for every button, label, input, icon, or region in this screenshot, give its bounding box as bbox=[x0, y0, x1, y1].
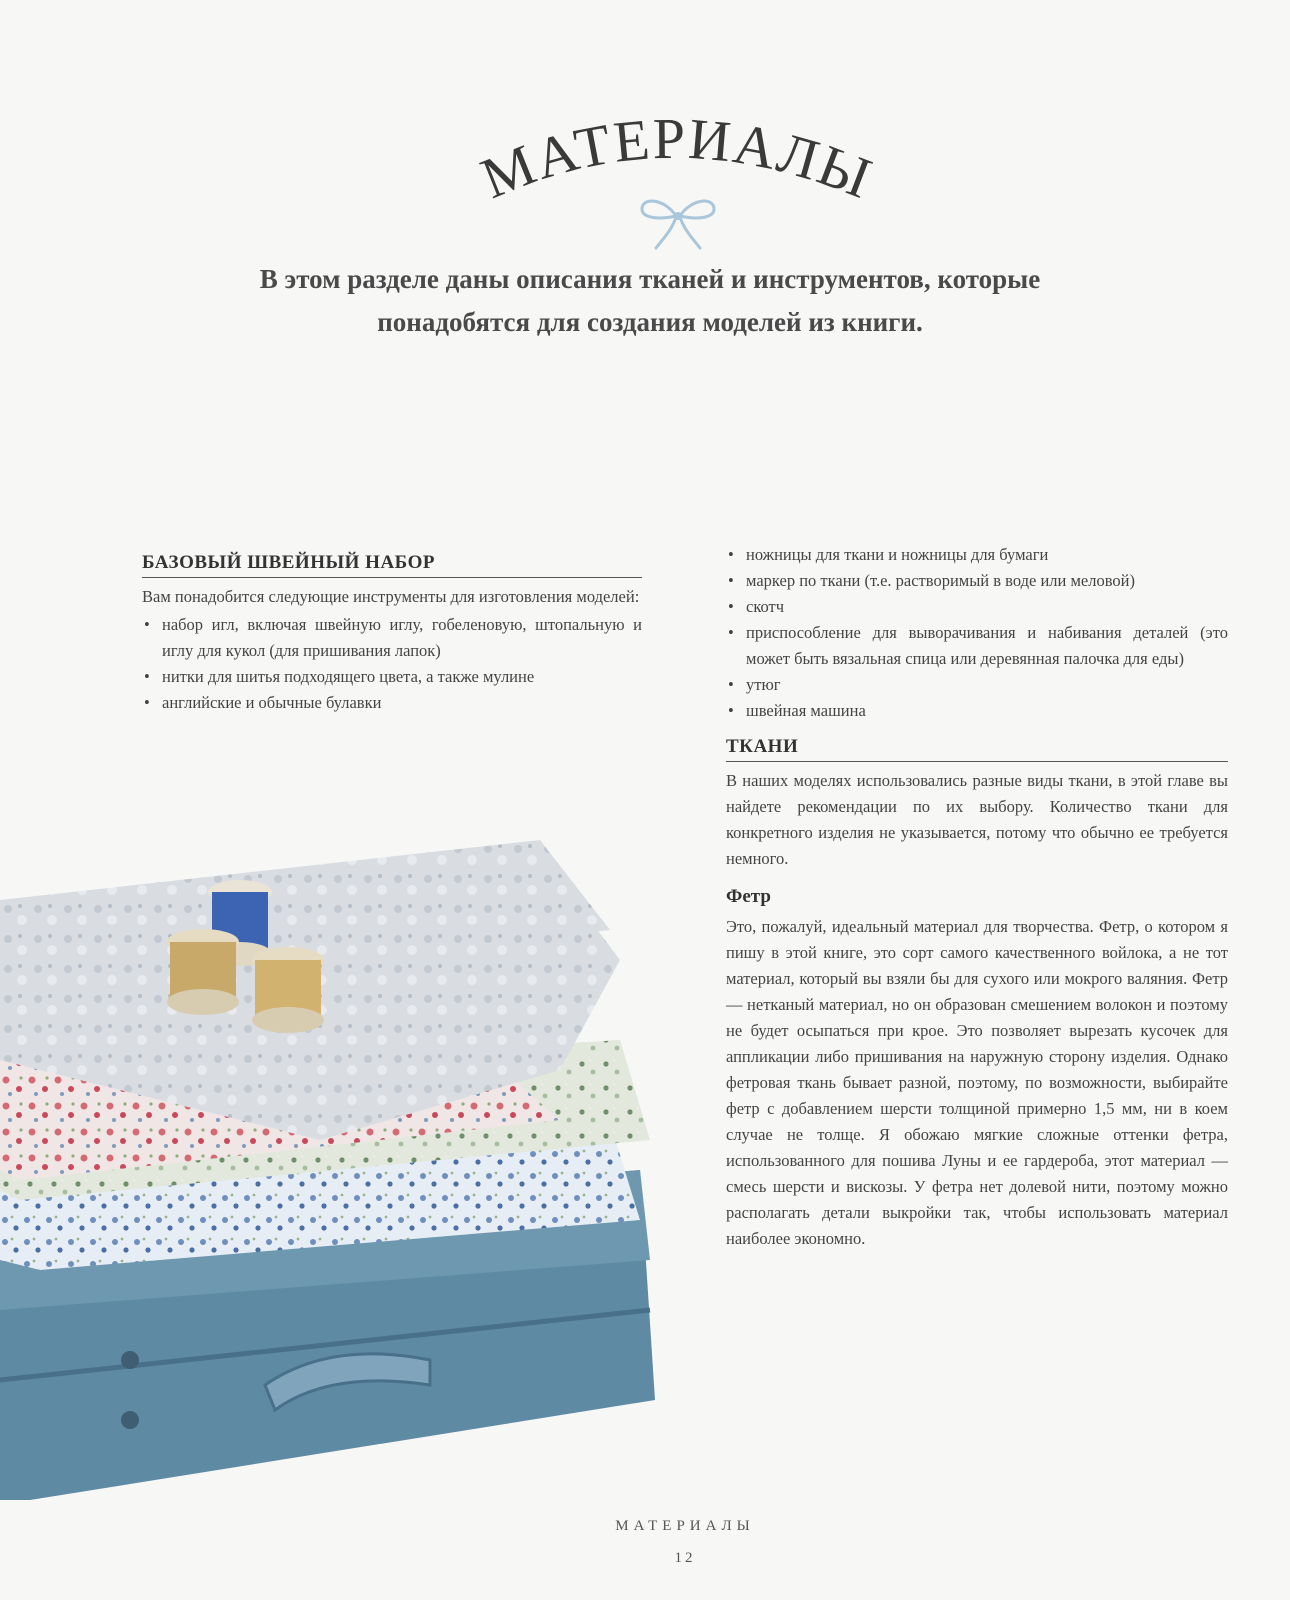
basic-kit-intro: Вам понадобится следующие инструменты для изготовления моделей: bbox=[142, 587, 640, 606]
basic-kit-list bbox=[142, 612, 642, 716]
felt-heading: Фетр bbox=[726, 886, 771, 907]
fabrics-heading: ТКАНИ bbox=[726, 734, 1228, 762]
basic-kit-section bbox=[142, 550, 642, 716]
page-title-text: МАТЕРИАЛЫ bbox=[472, 108, 882, 212]
list-item: • скотч bbox=[726, 594, 1228, 620]
list-item: • приспособление для выворачивания и набивания деталей (это может быть вязальная спица или деревянная палочка для еды) bbox=[726, 620, 1228, 672]
list-item: • маркер по ткани (т.е. растворимый в воде или меловой) bbox=[726, 568, 1228, 594]
list-item: • ножницы для ткани и ножницы для бумаги bbox=[726, 542, 1228, 568]
right-column bbox=[726, 545, 1228, 1252]
page-number: 12 bbox=[674, 1550, 696, 1566]
list-item: • утюг bbox=[726, 672, 1228, 698]
list-item: • швейная машина bbox=[726, 698, 1228, 724]
intro-line-2: понадобятся для создания моделей из книги. bbox=[377, 307, 923, 337]
intro-line-1: В этом разделе даны описания тканей и инструментов, которые bbox=[259, 264, 1041, 294]
basic-kit-list-continued bbox=[726, 542, 1228, 724]
basic-kit-heading: БАЗОВЫЙ ШВЕЙНЫЙ НАБОР bbox=[142, 550, 642, 578]
fabrics-intro: В наших моделях использовались разные виды ткани, в этой главе вы найдете рекомендации по их выбору. Количество ткани для конкретного изделия не указывается, потому что обычно ее требуется немного. bbox=[726, 771, 1228, 868]
fabrics-suitcase-photo bbox=[0, 840, 690, 1500]
list-item: • набор игл, включая швейную иглу, гобеленовую, штопальную и иглу для кукол (для пришивания лапок) bbox=[142, 612, 642, 664]
bow-icon bbox=[636, 192, 720, 254]
running-footer: МАТЕРИАЛЫ bbox=[615, 1518, 755, 1534]
list-item: • английские и обычные булавки bbox=[142, 690, 642, 716]
intro-text bbox=[150, 258, 1150, 344]
list-item: • нитки для шитья подходящего цвета, а также мулине bbox=[142, 664, 642, 690]
felt-text: Это, пожалуй, идеальный материал для творчества. Фетр, о котором я пишу в этой книге, это сорт самого качественного войлока, а не тот материал, который вы взяли бы для сухого или мокрого валяния. Фетр — нетканый материал, но он образован смешением волокон и поэтому не будет осыпаться при крое. Это позволяет вырезать кусочек для аппликации либо пришивания на наружную сторону изделия. Однако фетровая ткань бывает разной, поэтому, по возможности, выбирайте фетр с добавлением шерсти толщиной примерно 1,5 мм, ни в коем случае не толще. Я обожаю мягкие сложные оттенки фетра, использованного для пошива Луны и ее гардероба, этот материал — смесь шерсти и вискозы. У фетра нет долевой нити, поэтому можно располагать детали выкройки так, чтобы использовать материал наиболее экономно. bbox=[726, 917, 1228, 1248]
